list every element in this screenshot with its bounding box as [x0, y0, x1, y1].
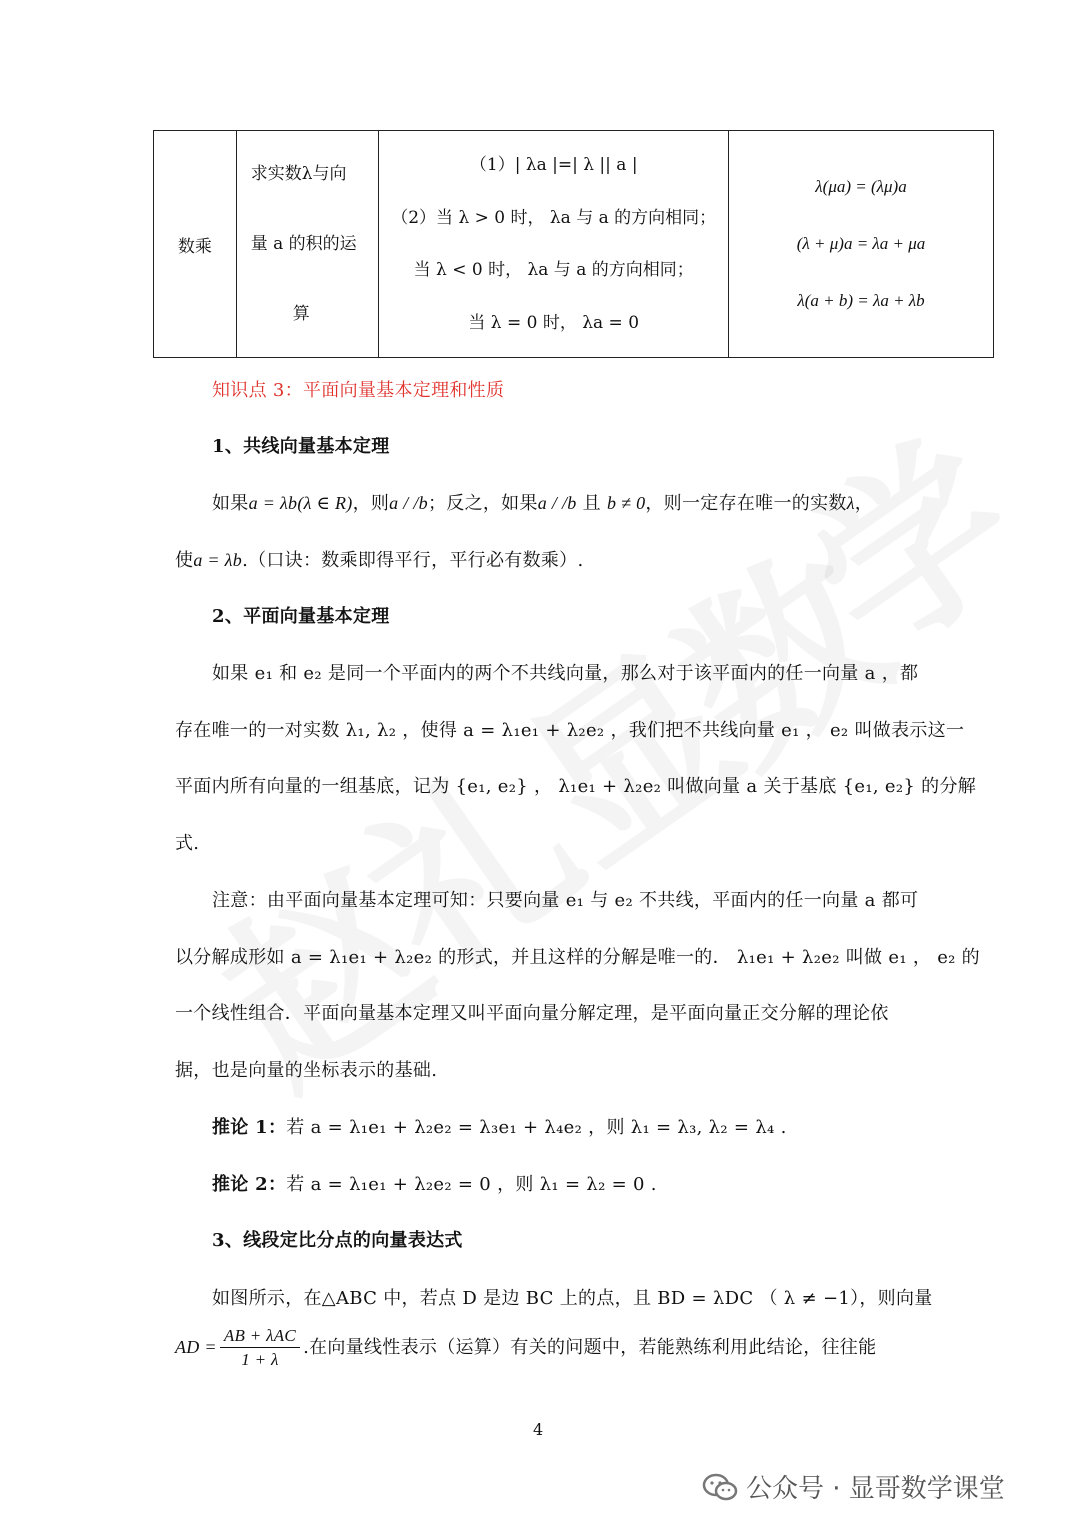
corollary-text: 若 a = λ₁e₁ + λ₂e₂ = λ₃e₁ + λ₄e₂ ，则 λ₁ = λ₃, λ₂ = λ₄ .	[286, 1117, 787, 1138]
equation: λ	[846, 493, 855, 513]
text: 且	[582, 493, 601, 514]
op-name: 数乘	[177, 236, 212, 257]
p2-line4: 式.	[175, 833, 200, 854]
footer	[702, 1468, 1005, 1505]
wechat-icon	[702, 1472, 740, 1502]
p2-line2: 存在唯一的一对实数 λ₁, λ₂ ，使得 a = λ₁e₁ + λ₂e₂ ，我们把不共线向量 e₁ ， e₂ 叫做表示这一	[175, 720, 965, 741]
operations-table	[153, 130, 994, 358]
op-meaning-cell	[236, 131, 379, 358]
page-number: 4	[533, 1420, 544, 1439]
fraction	[220, 1326, 300, 1370]
note-line1: 注意：由平面向量基本定理可知：只要向量 e₁ 与 e₂ 不共线，平面内的任一向量 a 都可	[212, 890, 919, 911]
rule-line: （2）当 λ > 0 时， λa 与 a 的方向相同；	[391, 207, 717, 228]
text: .（口诀：数乘即得平行，平行必有数乘）.	[242, 550, 584, 571]
text: 使	[175, 550, 194, 571]
p2-line1: 如果 e₁ 和 e₂ 是同一个平面内的两个不共线向量，那么对于该平面内的任一向量 a ，都	[212, 663, 919, 684]
note-line3: 一个线性组合．平面向量基本定理又叫平面向量分解定理，是平面向量正交分解的理论依	[175, 1003, 889, 1024]
p1-line2	[175, 546, 584, 572]
law-line: λ(a + b) = λa + λb	[797, 290, 925, 310]
law-line: (λ + μ)a = λa + μa	[796, 233, 926, 253]
footer-text: 公众号 · 显哥数学课堂	[746, 1474, 1005, 1504]
p3-line1: 如图所示，在△ABC 中，若点 D 是边 BC 上的点，且 BD = λDC （ λ ≠ −1），则向量	[212, 1288, 933, 1309]
equation: a = λb	[193, 550, 243, 570]
corollary-label: 推论 1：	[212, 1117, 287, 1138]
p2-title: 2、平面向量基本定理	[212, 606, 390, 627]
text: ，	[854, 493, 874, 514]
note-line2: 以分解成形如 a = λ₁e₁ + λ₂e₂ 的形式，并且这样的分解是唯一的． λ₁e₁ + λ₂e₂ 叫做 e₁ ， e₂ 的	[175, 947, 980, 968]
equation: a / /b	[537, 493, 577, 513]
op-law-cell	[729, 131, 994, 358]
rule-line: （1）| λa |=| λ || a |	[469, 155, 638, 176]
corollary-2	[212, 1170, 657, 1196]
p3-line2	[175, 1326, 876, 1370]
equation: a = λb(λ ∈ R)	[248, 493, 353, 513]
rule-line: 当 λ = 0 时， λa = 0	[468, 312, 640, 333]
text: ，则	[352, 493, 390, 514]
corollary-text: 若 a = λ₁e₁ + λ₂e₂ = 0 ，则 λ₁ = λ₂ = 0 .	[286, 1174, 657, 1195]
fraction-numerator: AB + λAC	[220, 1326, 300, 1348]
law-line: λ(μa) = (λμ)a	[815, 177, 907, 197]
p3-title: 3、线段定比分点的向量表达式	[212, 1230, 463, 1251]
equation: a / /b	[389, 493, 428, 513]
text: .在向量线性表示（运算）有关的问题中，若能熟练利用此结论，往往能	[303, 1337, 877, 1358]
text: ，则一定存在唯一的实数	[645, 493, 847, 514]
meaning-line: 算	[292, 304, 310, 324]
p1-line1	[212, 489, 873, 515]
p2-line3: 平面内所有向量的一组基底，记为 {e₁, e₂} ， λ₁e₁ + λ₂e₂ 叫做向量 a 关于基底 {e₁, e₂} 的分解	[175, 776, 977, 797]
op-rule-cell	[379, 131, 729, 358]
equation: b ≠ 0	[606, 493, 646, 513]
equation: AD =	[175, 1337, 217, 1357]
corollary-1	[212, 1113, 787, 1139]
section-heading: 知识点 3：平面向量基本定理和性质	[212, 380, 505, 401]
meaning-line: 量 a 的积的运	[250, 234, 357, 254]
table-row	[154, 131, 994, 358]
note-line4: 据，也是向量的坐标表示的基础.	[175, 1060, 438, 1081]
meaning-line: 求实数λ与向	[250, 164, 347, 184]
text: ；反之，如果	[427, 493, 538, 514]
fraction-denominator: 1 + λ	[241, 1350, 279, 1369]
text: 如果	[212, 493, 249, 514]
rule-line: 当 λ < 0 时， λa 与 a 的方向相同；	[413, 260, 694, 281]
corollary-label: 推论 2：	[212, 1174, 287, 1195]
op-name-cell	[154, 131, 237, 358]
p1-title: 1、共线向量基本定理	[212, 436, 390, 457]
